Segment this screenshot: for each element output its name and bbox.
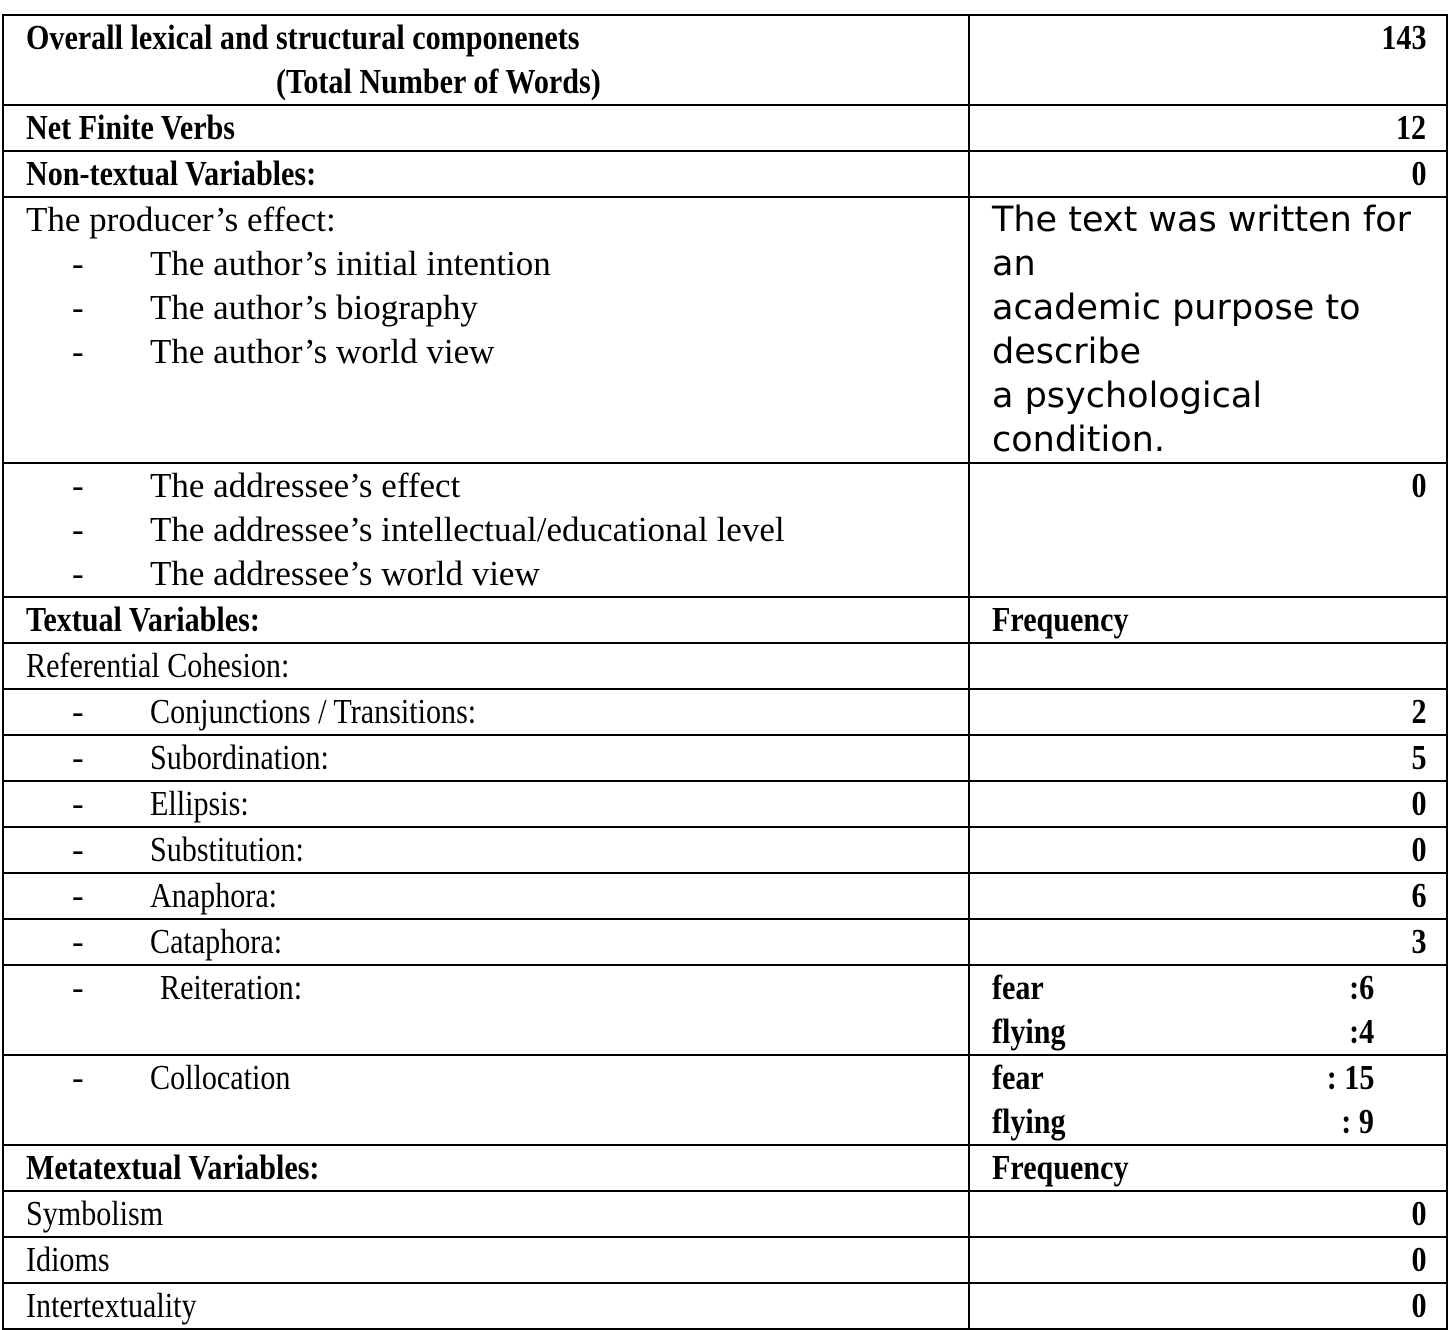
item-value: 5: [1410, 738, 1426, 777]
item-value: 0: [1410, 784, 1426, 823]
table-row: [3, 965, 1447, 1055]
table-row: [3, 689, 1447, 735]
list-item: - Conjunctions / Transitions:: [72, 692, 477, 731]
metatextual-item-label: Intertextuality: [26, 1286, 197, 1325]
item-value: 3: [1410, 922, 1426, 961]
table-row: [3, 781, 1447, 827]
addressee-value: 0: [1410, 466, 1426, 505]
list-item: - Anaphora:: [72, 876, 278, 915]
referential-cohesion-label: Referential Cohesion:: [26, 646, 290, 685]
table-row: [3, 827, 1447, 873]
collocation-pair: flying : 9: [992, 1102, 1374, 1141]
metatextual-item-value: 0: [1410, 1286, 1426, 1325]
table-row: [3, 105, 1447, 151]
producer-effect-cell: [3, 197, 969, 463]
list-item: - The author’s biography: [72, 288, 478, 327]
header-line2: (Total Number of Words): [276, 62, 601, 101]
table-row: [3, 151, 1447, 197]
header-value-cell: [969, 15, 1447, 105]
collocation-cell: [969, 1055, 1447, 1145]
producer-description-line: The text was written for an: [992, 200, 1412, 284]
producer-heading: The producer’s effect:: [26, 200, 336, 239]
non-textual-label: Non-textual Variables:: [26, 154, 317, 193]
metatextual-label: Metatextual Variables:: [26, 1148, 320, 1187]
table-row: [3, 1283, 1447, 1329]
list-item: - Collocation: [26, 1056, 948, 1100]
metatextual-frequency-label: Frequency: [992, 1148, 1129, 1187]
analysis-table: [2, 14, 1448, 1330]
table-row: [3, 15, 1447, 105]
table-row: [3, 1237, 1447, 1283]
item-value: 6: [1410, 876, 1426, 915]
metatextual-item-value: 0: [1410, 1240, 1426, 1279]
table-row: [3, 735, 1447, 781]
producer-description-line: academic purpose to describe: [992, 288, 1361, 372]
reiteration-pair: fear :6: [992, 968, 1374, 1007]
table-row: [3, 873, 1447, 919]
table-row: [3, 197, 1447, 463]
list-item: - Substitution:: [72, 830, 304, 869]
addressee-effect-cell: [3, 463, 969, 597]
textual-frequency-label: Frequency: [992, 600, 1129, 639]
list-item: - Cataphora:: [72, 922, 283, 961]
non-textual-value: 0: [1410, 154, 1426, 193]
collocation-pair: fear : 15: [992, 1058, 1374, 1097]
reiteration-cell: [969, 965, 1447, 1055]
metatextual-item-value: 0: [1410, 1194, 1426, 1233]
table-row: [3, 597, 1447, 643]
textual-label: Textual Variables:: [26, 600, 260, 639]
list-item: - Ellipsis:: [72, 784, 249, 823]
list-item: - Reiteration:: [26, 966, 948, 1010]
metatextual-item-label: Idioms: [26, 1240, 110, 1279]
table-row: [3, 1055, 1447, 1145]
reiteration-pair: flying :4: [992, 1012, 1374, 1051]
header-value: 143: [1380, 18, 1426, 57]
header-line1: Overall lexical and structural componenets: [26, 18, 580, 57]
metatextual-item-label: Symbolism: [26, 1194, 164, 1233]
table-row: [3, 643, 1447, 689]
item-value: 0: [1410, 830, 1426, 869]
reiteration-label: Reiteration:: [160, 968, 303, 1007]
list-item: - The addressee’s world view: [72, 554, 540, 593]
collocation-label: Collocation: [150, 1058, 291, 1097]
table-row: [3, 1191, 1447, 1237]
net-finite-verbs-label: Net Finite Verbs: [26, 108, 236, 147]
list-item: - The addressee’s intellectual/educational level: [72, 510, 785, 549]
item-value: 2: [1410, 692, 1426, 731]
producer-description-line: a psychological condition.: [992, 376, 1263, 460]
producer-description-cell: [969, 197, 1447, 463]
net-finite-verbs-value: 12: [1395, 108, 1426, 147]
list-item: - Subordination:: [72, 738, 329, 777]
table-row: [3, 463, 1447, 597]
table-row: [3, 919, 1447, 965]
table-row: [3, 1145, 1447, 1191]
list-item: - The author’s initial intention: [72, 244, 551, 283]
list-item: - The author’s world view: [72, 332, 495, 371]
list-item: - The addressee’s effect: [72, 466, 461, 505]
header-label-cell: [3, 15, 969, 105]
